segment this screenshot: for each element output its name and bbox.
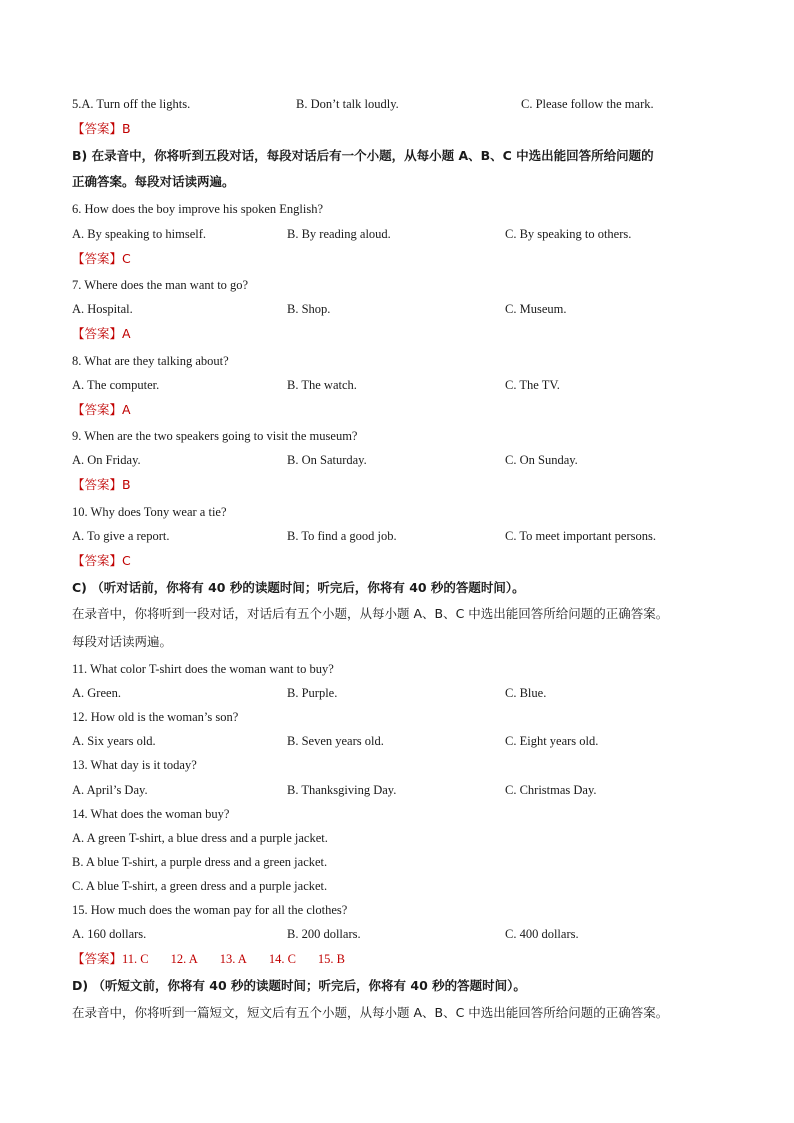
q5-option-a: 5.A. Turn off the lights. — [72, 97, 191, 111]
q10-option-b: B. To find a good job. — [287, 529, 397, 543]
q6-option-c: C. By speaking to others. — [505, 227, 632, 241]
q7-option-b: B. Shop. — [287, 302, 331, 316]
q12-option-c: C. Eight years old. — [505, 734, 599, 748]
q8-option-a: A. The computer. — [72, 378, 160, 392]
q12-question: 12. How old is the woman’s son? — [72, 710, 239, 724]
q7-option-c: C. Museum. — [505, 302, 567, 316]
q12-option-b: B. Seven years old. — [287, 734, 384, 748]
q6-question: 6. How does the boy improve his spoken English? — [72, 202, 324, 216]
section-c-instructions-2: 每段对话读两遍。 — [72, 634, 173, 649]
q14-question: 14. What does the woman buy? — [72, 807, 230, 821]
q6-answer: 【答案】C — [72, 251, 131, 266]
q15-option-a: A. 160 dollars. — [72, 927, 147, 941]
q14-option-c: C. A blue T-shirt, a green dress and a purple jacket. — [72, 879, 328, 893]
q13-question: 13. What day is it today? — [72, 758, 197, 772]
section-c-heading: C) （听对话前，你将有 40 秒的读题时间；听完后，你将有 40 秒的答题时间）。 — [72, 580, 525, 595]
q12-option-a: A. Six years old. — [72, 734, 156, 748]
section-c-answers — [72, 951, 367, 967]
answer-15: 15. B — [317, 952, 346, 966]
q5-answer: 【答案】B — [72, 121, 131, 136]
q9-question: 9. When are the two speakers going to visit the museum? — [72, 429, 358, 443]
q5-option-c: C. Please follow the mark. — [521, 97, 654, 111]
q15-option-b: B. 200 dollars. — [287, 927, 361, 941]
q14-option-b: B. A blue T-shirt, a purple dress and a green jacket. — [72, 855, 328, 869]
q7-option-a: A. Hospital. — [72, 302, 133, 316]
q8-answer: 【答案】A — [72, 402, 131, 417]
q7-question: 7. Where does the man want to go? — [72, 278, 249, 292]
answer-12: 12. A — [170, 952, 198, 966]
answer-13: 13. A — [219, 952, 247, 966]
section-b-instructions-1: B) 在录音中，你将听到五段对话，每段对话后有一个小题，从每小题 A、B、C 中选出能回答所给问题的 — [72, 148, 654, 163]
q6-option-a: A. By speaking to himself. — [72, 227, 207, 241]
section-d-instructions-1: 在录音中，你将听到一篇短文，短文后有五个小题，从每小题 A、B、C 中选出能回答所给问题的正确答案。 — [72, 1005, 669, 1020]
q10-question: 10. Why does Tony wear a tie? — [72, 505, 227, 519]
q9-option-b: B. On Saturday. — [287, 453, 367, 467]
q15-option-c: C. 400 dollars. — [505, 927, 579, 941]
answer-11: 11. C — [122, 952, 149, 966]
q10-option-c: C. To meet important persons. — [505, 529, 656, 543]
q8-question: 8. What are they talking about? — [72, 354, 229, 368]
q14-option-a: A. A green T-shirt, a blue dress and a purple jacket. — [72, 831, 328, 845]
q11-question: 11. What color T-shirt does the woman want to buy? — [72, 662, 334, 676]
section-b-instructions-2: 正确答案。每段对话读两遍。 — [72, 174, 235, 189]
q9-option-a: A. On Friday. — [72, 453, 141, 467]
section-c-instructions-1: 在录音中，你将听到一段对话，对话后有五个小题，从每小题 A、B、C 中选出能回答所给问题的正确答案。 — [72, 606, 669, 621]
q9-option-c: C. On Sunday. — [505, 453, 578, 467]
q8-option-b: B. The watch. — [287, 378, 357, 392]
q11-option-c: C. Blue. — [505, 686, 547, 700]
q7-answer: 【答案】A — [72, 326, 131, 341]
q10-option-a: A. To give a report. — [72, 529, 170, 543]
q11-option-a: A. Green. — [72, 686, 121, 700]
section-d-heading: D) （听短文前，你将有 40 秒的读题时间；听完后，你将有 40 秒的答题时间）。 — [72, 978, 526, 993]
answers-label: 【答案】 — [72, 951, 123, 966]
answer-14: 14. C — [268, 952, 296, 966]
q13-option-b: B. Thanksgiving Day. — [287, 783, 397, 797]
q10-answer: 【答案】C — [72, 553, 131, 568]
q13-option-a: A. April’s Day. — [72, 783, 148, 797]
q15-question: 15. How much does the woman pay for all the clothes? — [72, 903, 348, 917]
q11-option-b: B. Purple. — [287, 686, 338, 700]
q8-option-c: C. The TV. — [505, 378, 560, 392]
q13-option-c: C. Christmas Day. — [505, 783, 597, 797]
q9-answer: 【答案】B — [72, 477, 131, 492]
q5-option-b: B. Don’t talk loudly. — [296, 97, 399, 111]
q6-option-b: B. By reading aloud. — [287, 227, 391, 241]
